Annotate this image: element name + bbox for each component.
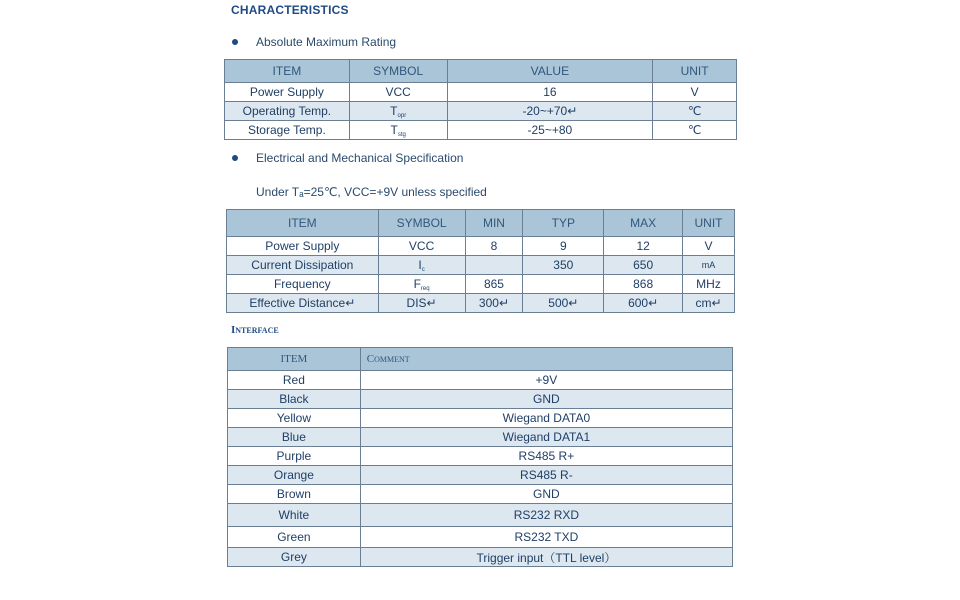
elec-spec-min [465,256,523,275]
interface-comment: GND [360,390,732,409]
interface-item: Yellow [228,409,361,428]
elec-spec-symbol: Ic [378,256,465,275]
elec-spec-table [226,209,735,313]
table-row [228,527,733,548]
abs-max-value: -25~+80 [447,121,653,140]
elec-spec-header-typ: TYP [523,210,604,237]
bullet-icon [232,155,238,161]
abs-max-item: Storage Temp. [225,121,350,140]
elec-spec-header-row [227,210,735,237]
interface-item: Brown [228,485,361,504]
abs-max-table [224,59,737,140]
abs-max-bullet-row [232,35,396,49]
elec-spec-bullet-row [232,151,463,165]
interface-item: Green [228,527,361,548]
abs-max-value: 16 [447,83,653,102]
table-row [228,371,733,390]
abs-max-unit: ℃ [653,102,737,121]
elec-spec-unit: V [683,237,735,256]
abs-max-symbol: Tstg [349,121,447,140]
elec-spec-header-min: MIN [465,210,523,237]
elec-spec-typ: 9 [523,237,604,256]
interface-comment: RS232 TXD [360,527,732,548]
elec-spec-typ [523,275,604,294]
abs-max-item: Power Supply [225,83,350,102]
abs-max-unit: ℃ [653,121,737,140]
table-row [228,390,733,409]
elec-spec-label: Electrical and Mechanical Specification [256,151,464,165]
elec-spec-header-item: ITEM [227,210,379,237]
elec-spec-max: 868 [604,275,683,294]
elec-spec-header-symbol: SYMBOL [378,210,465,237]
elec-spec-min: 865 [465,275,523,294]
table-row [225,102,737,121]
interface-item: Orange [228,466,361,485]
elec-spec-header-unit: UNIT [683,210,735,237]
table-row [227,294,735,313]
abs-max-header-value: VALUE [447,60,653,83]
abs-max-header-unit: UNIT [653,60,737,83]
abs-max-value: -20~+70↵ [447,102,653,121]
table-row [225,83,737,102]
elec-spec-max: 650 [604,256,683,275]
interface-item: Blue [228,428,361,447]
interface-comment: GND [360,485,732,504]
elec-spec-item: Effective Distance↵ [227,294,379,313]
abs-max-header-item: ITEM [225,60,350,83]
interface-comment: RS485 R+ [360,447,732,466]
table-row [228,409,733,428]
elec-spec-condition: Under Tₐ=25℃, VCC=+9V unless specified [256,185,487,199]
elec-spec-symbol: VCC [378,237,465,256]
table-row [227,237,735,256]
interface-comment: +9V [360,371,732,390]
interface-comment: Wiegand DATA0 [360,409,732,428]
interface-header-row [228,348,733,371]
table-row [228,428,733,447]
elec-spec-typ: 350 [523,256,604,275]
interface-item: Red [228,371,361,390]
table-row [228,466,733,485]
elec-spec-item: Power Supply [227,237,379,256]
abs-max-header-row [225,60,737,83]
table-row [228,447,733,466]
table-row [225,121,737,140]
elec-spec-item: Frequency [227,275,379,294]
interface-item: Purple [228,447,361,466]
interface-header-item: ITEM [228,348,361,371]
bullet-icon [232,39,238,45]
interface-item: Black [228,390,361,409]
interface-item: Grey [228,548,361,567]
table-row [227,256,735,275]
table-row [228,485,733,504]
interface-heading: Interface [231,324,279,336]
interface-comment: RS232 RXD [360,504,732,527]
elec-spec-symbol: DIS↵ [378,294,465,313]
interface-table [227,347,733,567]
elec-spec-max: 600↵ [604,294,683,313]
table-row [228,504,733,527]
interface-header-comment: Comment [360,348,732,371]
abs-max-label: Absolute Maximum Rating [256,35,397,49]
elec-spec-max: 12 [604,237,683,256]
abs-max-symbol: VCC [349,83,447,102]
abs-max-symbol: Topr [349,102,447,121]
abs-max-header-symbol: SYMBOL [349,60,447,83]
interface-comment: Trigger input（TTL level） [360,548,732,567]
elec-spec-min: 8 [465,237,523,256]
characteristics-heading: CHARACTERISTICS [231,3,349,17]
elec-spec-typ: 500↵ [523,294,604,313]
elec-spec-unit: cm↵ [683,294,735,313]
interface-comment: Wiegand DATA1 [360,428,732,447]
elec-spec-item: Current Dissipation [227,256,379,275]
interface-comment: RS485 R- [360,466,732,485]
elec-spec-unit: MHz [683,275,735,294]
elec-spec-header-max: MAX [604,210,683,237]
abs-max-item: Operating Temp. [225,102,350,121]
elec-spec-symbol: Freq [378,275,465,294]
table-row [228,548,733,567]
table-row [227,275,735,294]
elec-spec-min: 300↵ [465,294,523,313]
elec-spec-unit: mA [683,256,735,275]
interface-item: White [228,504,361,527]
abs-max-unit: V [653,83,737,102]
